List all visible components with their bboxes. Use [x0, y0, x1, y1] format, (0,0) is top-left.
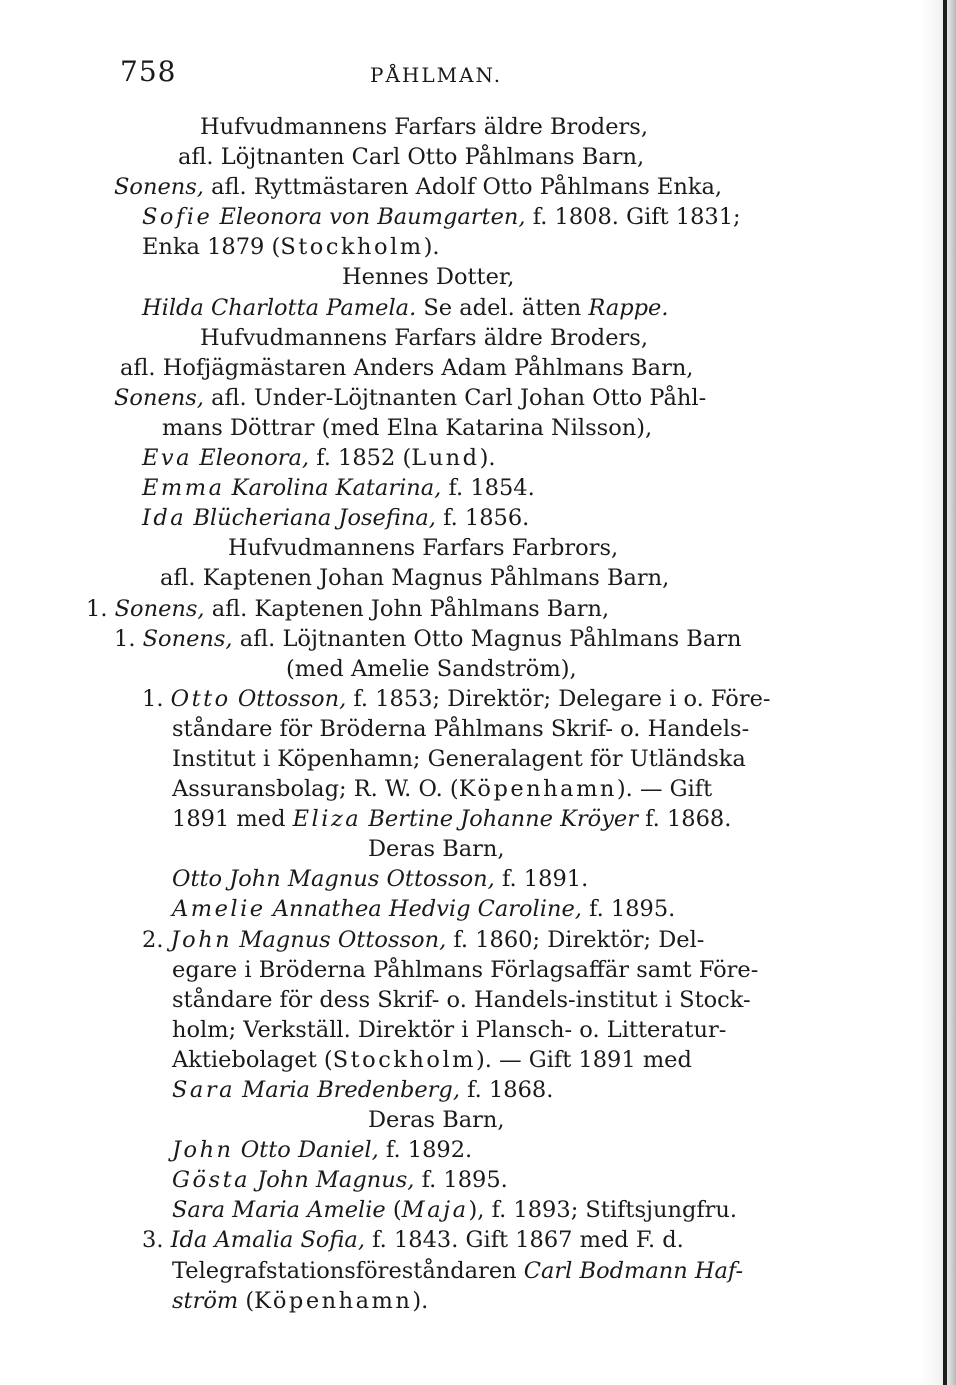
text-line: Enka 1879 (Stockholm).: [142, 234, 440, 261]
text-line: holm; Verkställ. Direktör i Plansch- o. Litteratur-: [172, 1016, 727, 1043]
text-line: Emma Karolina Katarina, f. 1854.: [142, 475, 535, 502]
text-line: Hufvudmannens Farfars Farbrors,: [228, 535, 619, 562]
text-line: 1. Sonens, afl. Löjtnanten Otto Magnus Påhlmans Barn: [114, 625, 742, 652]
page-header: [120, 55, 540, 95]
text-line: Sara Maria Bredenberg, f. 1868.: [172, 1077, 554, 1103]
text-line: Hilda Charlotta Pamela. Se adel. ätten Rappe.: [142, 294, 669, 321]
text-line: egare i Bröderna Påhlmans Förlagsaffär samt Före-: [172, 956, 759, 983]
text-line: ståndare för dess Skrif- o. Handels-institut i Stock-: [172, 986, 751, 1013]
text-line: afl. Kaptenen Johan Magnus Påhlmans Barn,: [160, 565, 670, 592]
text-line: 1. Sonens, afl. Kaptenen John Påhlmans Barn,: [86, 595, 610, 622]
text-line: Hufvudmannens Farfars äldre Broders,: [200, 324, 648, 351]
text-line: (med Amelie Sandström),: [286, 655, 577, 682]
page-number: 758: [120, 55, 177, 88]
text-line: Deras Barn,: [368, 836, 505, 863]
text-line: 2. John Magnus Ottosson, f. 1860; Direktör; Del-: [142, 926, 705, 953]
text-line: Institut i Köpenhamn; Generalagent för Utländska: [172, 745, 746, 772]
text-line: ström (Köpenhamn).: [172, 1287, 429, 1314]
text-line: Deras Barn,: [368, 1107, 505, 1134]
text-line: Aktiebolaget (Stockholm). — Gift 1891 med: [172, 1046, 692, 1073]
text-line: 1891 med Eliza Bertine Johanne Kröyer f. 1868.: [172, 806, 732, 833]
text-line: mans Döttrar (med Elna Katarina Nilsson),: [162, 414, 653, 441]
text-line: Gösta John Magnus, f. 1895.: [172, 1167, 508, 1194]
text-line: afl. Löjtnanten Carl Otto Påhlmans Barn,: [178, 144, 645, 171]
text-line: ståndare för Bröderna Påhlmans Skrif- o. Handels-: [172, 715, 750, 742]
text-line: Otto John Magnus Ottosson, f. 1891.: [172, 866, 589, 893]
text-line: Hufvudmannens Farfars äldre Broders,: [200, 114, 648, 140]
text-line: Hennes Dotter,: [342, 264, 515, 291]
text-line: Eva Eleonora, f. 1852 (Lund).: [142, 445, 496, 472]
text-line: Sonens, afl. Under-Löjtnanten Carl Johan Otto Påhl-: [114, 384, 707, 411]
text-line: Sofie Eleonora von Baumgarten, f. 1808. Gift 1831;: [142, 204, 741, 231]
text-line: Assuransbolag; R. W. O. (Köpenhamn). — Gift: [172, 776, 713, 803]
text-line: afl. Hofjägmästaren Anders Adam Påhlmans Barn,: [120, 354, 694, 381]
text-line: 3. Ida Amalia Sofia, f. 1843. Gift 1867 med F. d.: [142, 1227, 684, 1254]
text-line: Sara Maria Amelie (Maja), f. 1893; Stiftsjungfru.: [172, 1197, 738, 1224]
text-line: John Otto Daniel, f. 1892.: [172, 1137, 473, 1164]
text-line: Amelie Annathea Hedvig Caroline, f. 1895.: [172, 896, 676, 923]
genealogy-text: [80, 112, 880, 1316]
running-head: PÅHLMAN.: [370, 63, 503, 87]
text-line: 1. Otto Ottosson, f. 1853; Direktör; Delegare i o. Före-: [142, 685, 771, 712]
text-line: Ida Blücheriana Josefina, f. 1856.: [142, 505, 530, 532]
text-line: Telegrafstationsföreståndaren Carl Bodmann Haf-: [172, 1257, 744, 1284]
text-line: Sonens, afl. Ryttmästaren Adolf Otto Påhlmans Enka,: [114, 174, 723, 201]
